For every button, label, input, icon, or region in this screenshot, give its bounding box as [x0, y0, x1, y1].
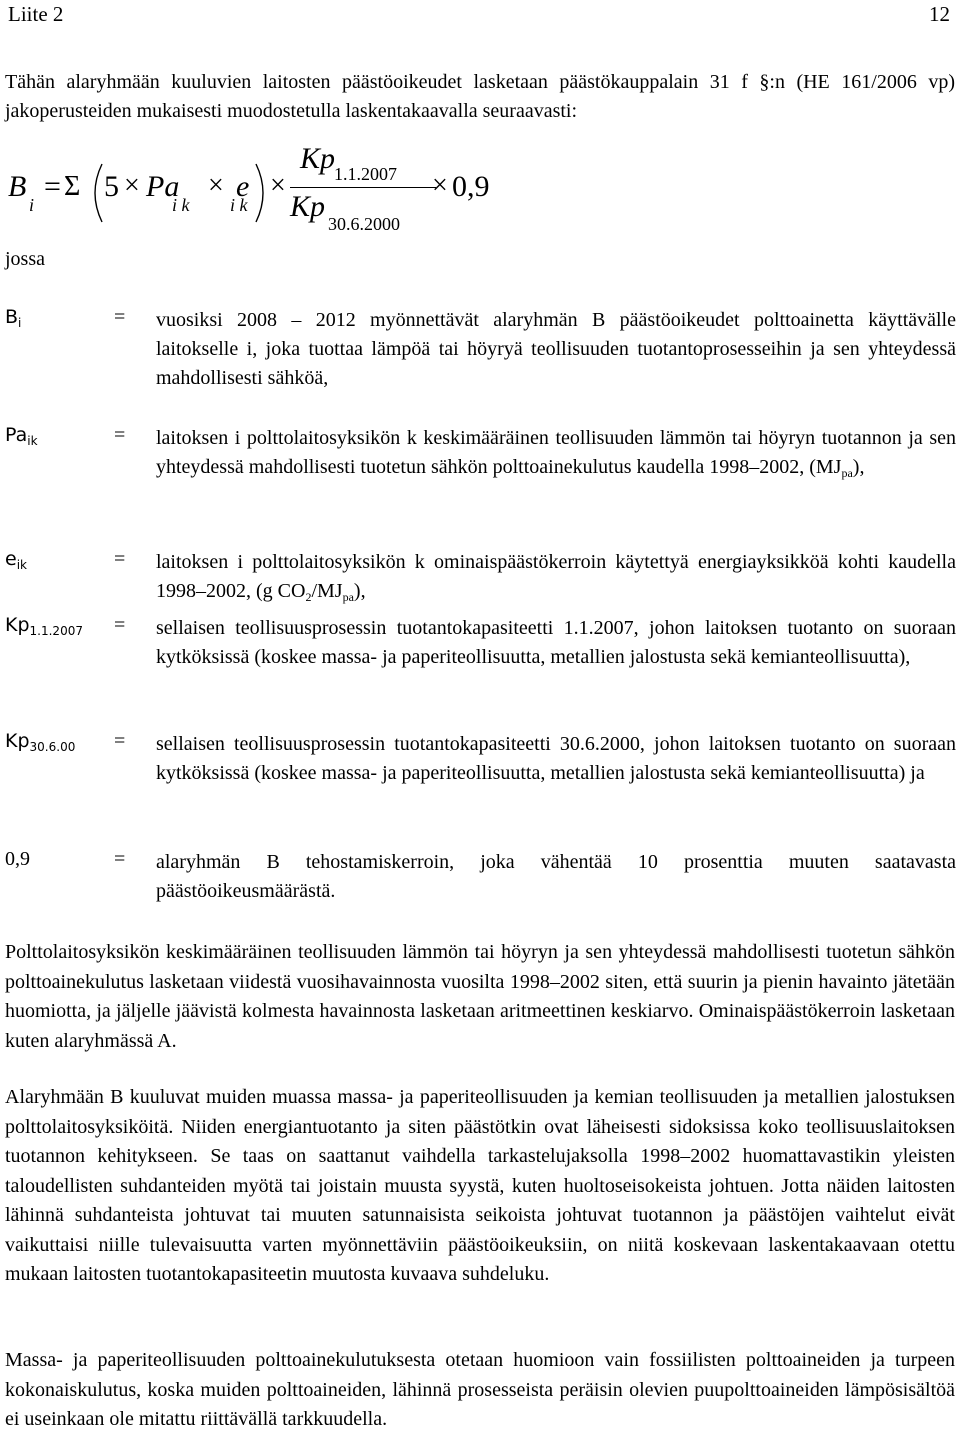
formula-sigma: Σ — [64, 171, 81, 202]
paragraph-1: Polttolaitosyksikön keskimääräinen teollisuuden lämmön tai höyryn ja sen yhteydessä mahdollisesti tuotetun sähkön polttoainekulutus lasketaan viidestä vuosihavainnosta vuosilta 1998–2002 siten, että suurin ja pienin havainto jätetään huomiotta, ja jäljelle jäävistä kolmesta havainnosta lasketaan aritmeettinen keskiarvo. Ominaispäästökerroin lasketaan kuten alaryhmässä A. — [5, 941, 955, 1052]
intro-paragraph: Tähän alaryhmään kuuluvien laitosten päästöoikeudet lasketaan päästökauppalain 31 f §:n (HE 161/2006 vp) jakoperusteiden mukaisesti muodostetulla laskentakaavalla seuraavasti: — [5, 71, 955, 122]
formula-times-3: × — [270, 170, 286, 201]
definition-text: laitoksen i polttolaitosyksikön k keskimääräinen teollisuuden lämmön tai höyryn tuotannon ja sen yhteydessä mahdollisesti tuotetun sähkön polttoainekulutus kaudella 1998–2002, $(MJ_{pa})$, — [156, 427, 956, 480]
formula-numerator: Kp — [300, 142, 336, 175]
formula-numerator-sub: 1.1.2007 — [334, 164, 397, 184]
allocation-formula — [0, 140, 960, 250]
definition-equals: = — [114, 548, 126, 570]
definition-equals: = — [114, 306, 126, 328]
definition-term: $Kp_{1.1.2007}$ — [5, 614, 83, 638]
definition-text: alaryhmän B tehostamiskerroin, joka vähentää 10 prosenttia muuten saatavasta päästöoikeusmäärästä. — [156, 851, 956, 902]
definition-text: vuosiksi 2008 – 2012 myönnettävät alaryhmän B päästöoikeudet polttoainetta käyttävälle laitokselle i, joka tuottaa lämpöä tai höyryä teollisuuden tuotantoprosesseihin ja sen yhteydessä mahdollisesti sähköä, — [156, 309, 956, 389]
formula-lhs: B — [8, 170, 27, 203]
definition-term: $Kp_{30.6.00}$ — [5, 730, 76, 754]
formula-denominator-sub: 30.6.2000 — [328, 214, 400, 234]
definition-text: sellaisen teollisuusprosessin tuotantokapasiteetti 1.1.2007, johon laitoksen tuotanto on suoraan kytköksissä (koskee massa- ja paperiteollisuutta, metallien jalostusta sekä kemianteollisuutta), — [156, 617, 956, 668]
formula-denominator: Kp — [290, 190, 326, 223]
formula-e-sub: i k — [230, 195, 248, 215]
definition-term: $B_i$ — [5, 306, 22, 330]
formula-times-2: × — [208, 170, 224, 201]
left-paren — [82, 162, 106, 224]
definition-term: 0,9 — [5, 848, 30, 870]
fraction-bar — [290, 187, 436, 188]
paragraph-2: Alaryhmään B kuuluvat muiden muassa massa- ja paperiteollisuuden ja kemian teollisuuden ja metallien jalostuksen polttolaitosyksiköitä. Niiden energiantuotanto ja siten päästötkin ovat läheisesti sidoksissa koko teollisuuslaitoksen tuotannon kehitykseen. Se taas on saattanut vaihdella tarkastelujaksolla 1998–2002 huomattavastikin yleisten taloudellisten suhdanteiden myötä tai joistain muusta syystä, kuten huoltoseisokeista johtuen. Jotta näiden laitosten lähinnä suhdanteista johtuvat tai muuten satunnaisista seikoista johtuvat tuotannon ja päästöjen vaihtelut eivät vaikuttaisi niille tulevaisuutta varten myönnettäviin päästöoikeuksiin, on niitä koskevaan laskentakaavaan otettu mukaan laitosten tuotantokapasiteetin muutosta kuvaava suhdeluku. — [5, 1086, 955, 1285]
formula-e: e — [236, 170, 250, 203]
formula-pa: Pa — [146, 170, 180, 203]
formula-factor: 0,9 — [452, 170, 490, 203]
definition-text: sellaisen teollisuusprosessin tuotantokapasiteetti 30.6.2000, johon laitoksen tuotanto on suoraan kytköksissä (koskee massa- ja paperiteollisuutta, metallien jalostusta sekä kemianteollisuutta) ja — [156, 733, 956, 784]
formula-times-4: × — [432, 170, 448, 201]
paragraph-3: Massa- ja paperiteollisuuden polttoainekulutuksesta otetaan huomioon vain fossiilisten polttoaineiden ja turpeen kokonaiskulutus, koska muiden polttoaineiden, lähinnä prosesseista peräisin olevien puupolttoaineiden lämpösisältöä ei useinkaan ole mitattu riittävällä tarkkuudella. — [5, 1349, 955, 1430]
definition-text: laitoksen i polttolaitosyksikön k ominaispäästökerroin käytettyä energiayksikköä kohti kaudella 1998–2002, (g $CO_2/MJ_{pa}$), — [156, 551, 956, 604]
definition-equals: = — [114, 614, 126, 636]
formula-five: 5 — [104, 170, 119, 203]
definition-equals: = — [114, 424, 126, 446]
appendix-label: Liite 2 — [8, 2, 64, 26]
definition-term: $Pa_{ik}$ — [5, 424, 38, 448]
jossa-label: jossa — [5, 248, 45, 270]
formula-equals: = — [44, 170, 61, 203]
definition-equals: = — [114, 730, 126, 752]
definition-term: $e_{ik}$ — [5, 548, 27, 572]
page-number: 12 — [929, 2, 950, 26]
page-header — [0, 0, 960, 32]
formula-pa-sub: i k — [172, 195, 190, 215]
definition-equals: = — [114, 848, 126, 870]
formula-times-1: × — [124, 170, 140, 201]
formula-lhs-sub: i — [29, 195, 35, 215]
